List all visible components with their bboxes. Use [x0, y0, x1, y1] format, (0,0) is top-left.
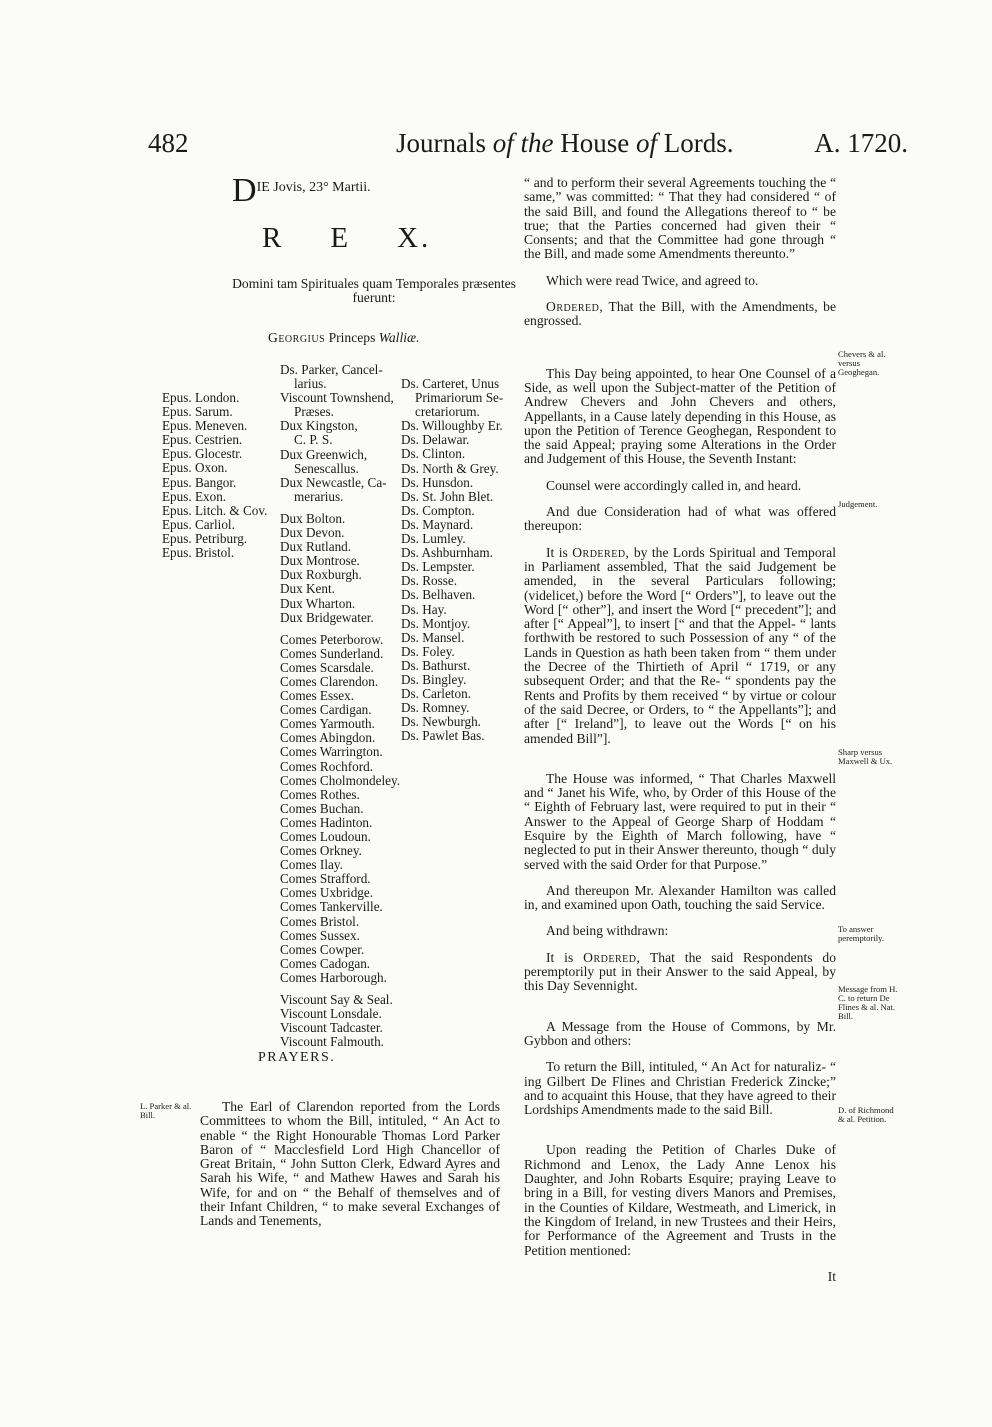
paragraph: “ and to perform their several Agreements touching the “ same,” was committed: “ That they had considered “ of the said Bill, and found the Allegations thereof to “ be true; that the Parties concerned had given their “ Consents; and that the Committee had gone through “ the Bill, and made some Amendments thereunto.”	[524, 175, 836, 262]
paragraph: And thereupon Mr. Alexander Hamilton was called in, and examined upon Oath, touching the said Service.	[524, 882, 836, 913]
list-item: Comes Cardigan.	[280, 702, 372, 718]
list-item: Comes Orkney.	[280, 843, 362, 859]
list-item: Ds. Bingley.	[401, 671, 467, 687]
list-item: Ds. Lempster.	[401, 559, 475, 575]
list-item: Ds. Belhaven.	[401, 587, 476, 603]
catchword: It	[827, 1268, 836, 1284]
list-item: Comes Cowper.	[280, 941, 365, 957]
list-item: Dux Rutland.	[280, 539, 352, 555]
list-item: Comes Buchan.	[280, 800, 364, 816]
page-number: 482	[148, 128, 189, 158]
list-item: Epus. Glocestr.	[162, 446, 243, 462]
list-item: Ds. Hunsdon.	[401, 474, 474, 490]
list-item: Dux Devon.	[280, 525, 345, 541]
list-item: Dux Wharton.	[280, 595, 356, 611]
list-item: Ds. Compton.	[401, 502, 475, 518]
list-item: Comes Essex.	[280, 688, 354, 704]
bishops-list	[162, 391, 267, 560]
list-item: Comes Rothes.	[280, 786, 360, 802]
list-item: Ds. Hay.	[401, 601, 447, 617]
paragraph: A Message from the House of Commons, by Mr. Gybbon and others:	[524, 1018, 836, 1048]
domini-line: Domini tam Spirituales quam Temporales præsentes fuerunt:	[232, 276, 516, 306]
list-item: Comes Scarsdale.	[280, 659, 374, 675]
list-item: Comes Sunderland.	[280, 645, 384, 661]
list-item: Ds. Ashburnham.	[401, 545, 493, 561]
list-item: Epus. Litch. & Cov.	[162, 502, 268, 518]
list-item: Comes Sussex.	[280, 927, 360, 943]
list-item: Viscount Say & Seal.	[280, 992, 393, 1008]
list-item: Dux Montrose.	[280, 553, 360, 569]
list-item: Comes Strafford.	[280, 871, 371, 887]
journal-title: Journals of the House of Lords.	[396, 128, 734, 158]
list-item: Primariorum Se-	[415, 390, 504, 406]
margin-note-sharp: Sharp versus Maxwell & Ux.	[838, 747, 893, 766]
list-item: Comes Bristol.	[280, 913, 360, 929]
right-column	[524, 176, 836, 1284]
list-item: Dux Bridgewater.	[280, 609, 374, 625]
margin-note-chevers: Chevers & al. versus Geoghegan.	[838, 349, 886, 377]
list-item: Ds. Carleton.	[401, 686, 471, 702]
margin-note-answer: To answer peremptorily.	[838, 924, 884, 943]
georgius-line: Georgius Princeps Walliæ.	[268, 330, 420, 345]
list-item: Comes Harborough.	[280, 969, 387, 985]
list-item: Ds. North & Grey.	[401, 460, 499, 476]
list-item: Epus. Bangor.	[162, 474, 237, 490]
running-header	[148, 128, 908, 168]
list-item: Ds. Newburgh.	[401, 714, 481, 730]
paragraph: And due Consideration had of what was offered thereupon:	[524, 504, 836, 534]
paragraph: It is Ordered, That the said Respondents do peremptorily put in their Answer to the said Appeal, by this Day Sevennight.	[524, 949, 836, 994]
list-item: Epus. Petriburg.	[162, 530, 248, 546]
left-bottom-column	[200, 1100, 500, 1241]
margin-note-parker: L. Parker & al. Bill.	[140, 1101, 192, 1120]
paragraph: And being withdrawn:	[546, 923, 669, 939]
list-item: Comes Yarmouth.	[280, 716, 375, 732]
list-item: Epus. Bristol.	[162, 545, 235, 561]
list-item: Viscount Tadcaster.	[280, 1020, 383, 1036]
margin-note-judgement: Judgement.	[838, 499, 878, 509]
list-item: Ds. St. John Blet.	[401, 488, 494, 504]
list-item: larius.	[294, 376, 327, 392]
list-item: Comes Warrington.	[280, 744, 383, 760]
list-item: Ds. Delawar.	[401, 432, 470, 448]
list-item: Epus. Exon.	[162, 488, 227, 504]
list-item: Ds. Carteret, Unus	[401, 376, 500, 391]
list-item: Comes Rochford.	[280, 758, 374, 774]
list-item: Comes Cholmondeley.	[280, 772, 401, 788]
date-line: DIE Jovis, 23° Martii.	[232, 172, 371, 209]
list-item: Comes Abingdon.	[280, 730, 376, 746]
list-item: Comes Loudoun.	[280, 829, 371, 844]
list-item: Comes Ilay.	[280, 857, 343, 873]
list-item: merarius.	[294, 488, 344, 504]
list-item: Comes Clarendon.	[280, 673, 379, 689]
list-item: Epus. Cestrien.	[162, 432, 243, 448]
margin-note-message: Message from H. C. to return De Flines & al. Nat. Bill.	[838, 984, 898, 1021]
list-item: Ds. Pawlet Bas.	[401, 728, 485, 744]
list-item: Comes Cadogan.	[280, 955, 371, 971]
list-item: Dux Greenwich,	[280, 446, 368, 462]
paragraph: It is Ordered, by the Lords Spiritual and Temporal in Parliament assembled, That the said Judgement be amended, in the several Particulars following; (videlicet,) before the Word [“ Orders”], to leave out the Word [“ other”], and insert the Word [“ precedent”]; and after [“ Appeal”], to insert [“ and that the Appel- “ lants forthwith be restored to such Possession of any “ of the Lands in Question as hath been taken from “ them under the Decree of the Thirtieth of April “ 1719, or any subsequent Order; and that the Re- “ spondents pay the Rents and Profits by them received “ by virtue or colour of the said Decree, or Orders, to “ the Appellants”]; and after [“ Ireland”], to leave out the Words [“ on his amended Bill”].	[524, 544, 836, 746]
list-item: Ds. Romney.	[401, 700, 470, 716]
list-item: Comes Tankerville.	[280, 899, 383, 915]
paragraph: Which were read Twice, and agreed to.	[546, 272, 759, 288]
list-item: Dux Kingston,	[280, 418, 358, 434]
list-item: Ds. Willoughby Er.	[401, 418, 503, 434]
year: A. 1720.	[814, 128, 908, 158]
rex-heading: R E X.	[262, 222, 432, 254]
list-item: Comes Peterborow.	[280, 631, 384, 647]
list-item: Ds. Bathurst.	[401, 657, 471, 673]
list-item: Ds. Maynard.	[401, 516, 474, 532]
list-item: Præses.	[294, 404, 334, 420]
paragraph: Ordered, That the Bill, with the Amendments, be engrossed.	[524, 299, 836, 329]
list-item: Viscount Falmouth.	[280, 1034, 384, 1050]
list-item: Dux Roxburgh.	[280, 567, 362, 583]
drop-cap: D	[232, 172, 257, 209]
margin-note-richmond: D. of Richmond & al. Petition.	[838, 1105, 894, 1124]
list-item: Ds. Rosse.	[401, 573, 458, 589]
list-item: Comes Hadinton.	[280, 814, 373, 830]
lords-middle-list	[280, 363, 400, 1049]
list-item: Ds. Mansel.	[401, 629, 465, 645]
barons-list	[401, 377, 503, 743]
list-item: Senescallus.	[294, 460, 359, 476]
list-item: Ds. Lumley.	[401, 531, 466, 547]
clarendon-paragraph: The Earl of Clarendon reported from the Lords Committees to whom the Bill, intituled, “ An Act to enable “ the Right Honourable Thomas Lord Parker Baron of “ Macclesfield Lord High Chancellor of Great Britain, “ John Sutton Clerk, Edward Ayres and Sarah his Wife, “ and Mathew Hawes and Sarah his Wife, for and on “ the Behalf of themselves and of their Infant Children, “ to make several Exchanges of Lands and Tenements,	[200, 1099, 500, 1229]
paragraph: The House was informed, “ That Charles Maxwell and “ Janet his Wife, who, by Order of this House of the “ Eighth of February last, were required to put in their “ Answer to the Appeal of George Sharp of Hoddam “ Esquire by the Eighth of March following, have “ neglected to put in their Answer thereunto, though “ duly served with the said Order for that Purpose.”	[524, 770, 836, 872]
list-item: Comes Uxbridge.	[280, 885, 374, 901]
paragraph: To return the Bill, intituled, “ An Act for naturaliz- “ ing Gilbert De Flines and Christian Frederick Zincke;” and to acquaint this House, that they have agreed to their Lordships Amendments made to the said Bill.	[524, 1059, 836, 1118]
list-item: cretariorum.	[415, 404, 480, 420]
list-item: C. P. S.	[294, 432, 333, 448]
paragraph: Counsel were accordingly called in, and heard.	[546, 477, 802, 493]
list-item: Ds. Foley.	[401, 643, 455, 659]
list-item: Epus. Oxon.	[162, 460, 228, 476]
paragraph: This Day being appointed, to hear One Counsel of a Side, as well upon the Subject-matter of the Petition of Andrew Chevers and John Chevers and others, Appellants, in a Cause lately depending in this House, as upon the Petition of Terence Geoghegan, Respondent to the said Appeal; praying some Alterations in the Order and Judgement of this House, the Seventh Instant:	[524, 365, 836, 467]
list-item: Epus. Meneven.	[162, 418, 248, 434]
list-item: Dux Bolton.	[280, 510, 346, 526]
list-item: Dux Newcastle, Ca-	[280, 474, 387, 490]
list-item: Epus. Carliol.	[162, 516, 235, 532]
prayers-heading: PRAYERS.	[258, 1050, 336, 1065]
list-item: Viscount Lonsdale.	[280, 1006, 382, 1022]
list-item: Viscount Townshend,	[280, 390, 394, 406]
list-item: Ds. Clinton.	[401, 446, 466, 462]
list-item: Epus. London.	[162, 390, 240, 405]
list-item: Dux Kent.	[280, 581, 335, 597]
list-item: Ds. Parker, Cancel-	[280, 362, 383, 377]
paragraph: Upon reading the Petition of Charles Duke of Richmond and Lenox, the Lady Anne Lenox his Daughter, and John Robarts Esquire; praying Leave to bring in a Bill, for vesting divers Manors and Premises, in the Counties of Kildare, Westmeath, and Limerick, in the Kingdom of Ireland, in new Trustees and their Heirs, for Performance of the Agreement and Trusts in the Petition mentioned:	[524, 1142, 836, 1258]
list-item: Ds. Montjoy.	[401, 615, 471, 631]
list-item: Epus. Sarum.	[162, 404, 233, 420]
